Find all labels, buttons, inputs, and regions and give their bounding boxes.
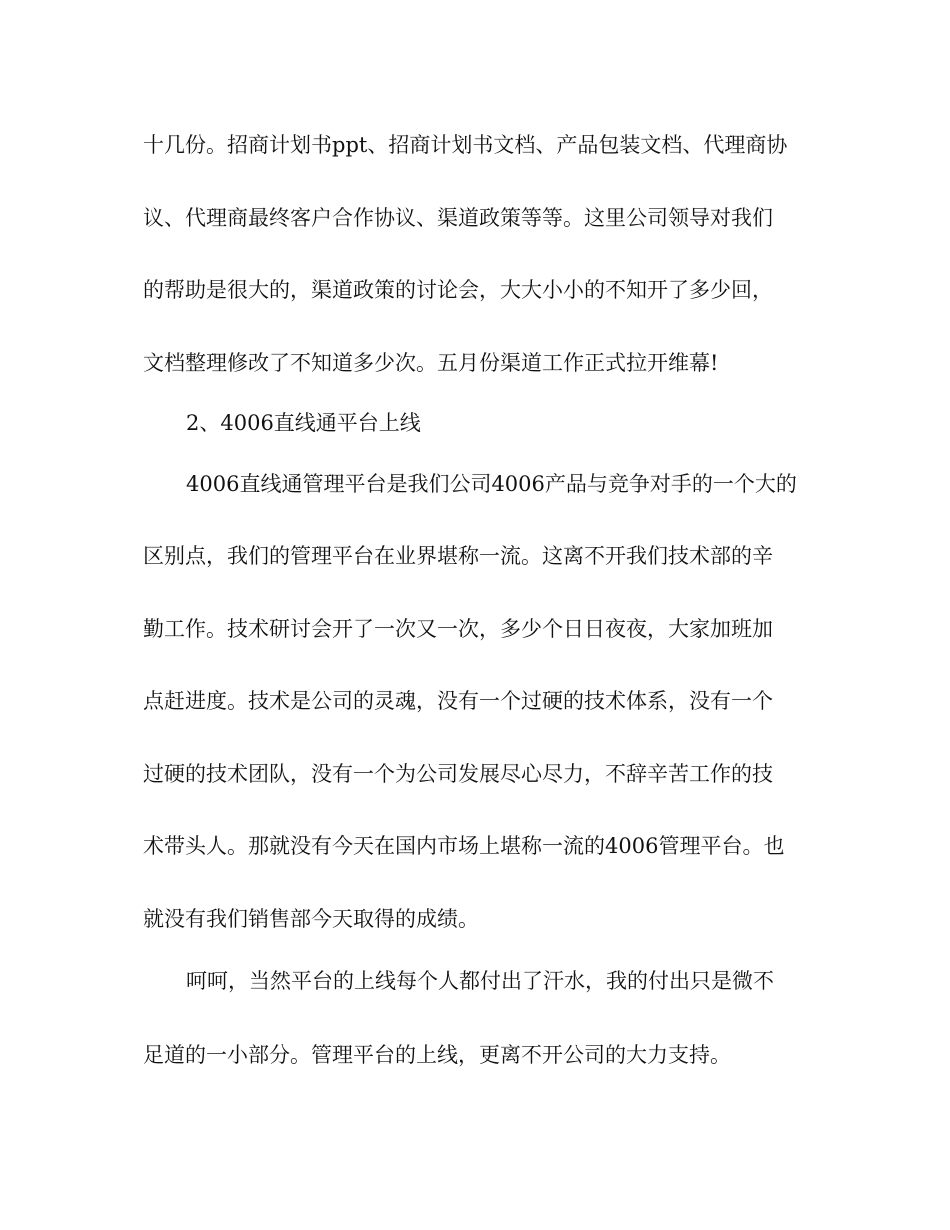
paragraph-line: 议、代理商最终客户合作协议、渠道政策等等。这里公司领导对我们 bbox=[143, 206, 773, 230]
paragraph-line: 区别点，我们的管理平台在业界堪称一流。这离不开我们技术部的辛 bbox=[143, 544, 773, 568]
paragraph-line: 勤工作。技术研讨会开了一次又一次，多少个日日夜夜，大家加班加 bbox=[143, 617, 773, 641]
paragraph-line: 术带头人。那就没有今天在国内市场上堪称一流的4006管理平台。也 bbox=[143, 834, 785, 858]
paragraph-line: 十几份。招商计划书ppt、招商计划书文档、产品包装文档、代理商协 bbox=[143, 133, 788, 157]
paragraph-line: 呵呵，当然平台的上线每个人都付出了汗水，我的付出只是微不 bbox=[186, 969, 774, 993]
section-heading: 2、4006直线通平台上线 bbox=[186, 411, 421, 435]
paragraph-line: 文档整理修改了不知道多少次。五月份渠道工作正式拉开维幕! bbox=[143, 351, 719, 375]
paragraph-line: 过硬的技术团队，没有一个为公司发展尽心尽力，不辞辛苦工作的技 bbox=[143, 762, 773, 786]
paragraph-line: 足道的一小部分。管理平台的上线，更离不开公司的大力支持。 bbox=[143, 1043, 731, 1067]
paragraph-line: 4006直线通管理平台是我们公司4006产品与竞争对手的一个大的 bbox=[186, 472, 797, 496]
paragraph-line: 就没有我们销售部今天取得的成绩。 bbox=[143, 907, 479, 931]
paragraph-line: 的帮助是很大的，渠道政策的讨论会，大大小小的不知开了多少回， bbox=[143, 278, 773, 302]
paragraph-line: 点赶进度。技术是公司的灵魂，没有一个过硬的技术体系，没有一个 bbox=[143, 689, 773, 713]
